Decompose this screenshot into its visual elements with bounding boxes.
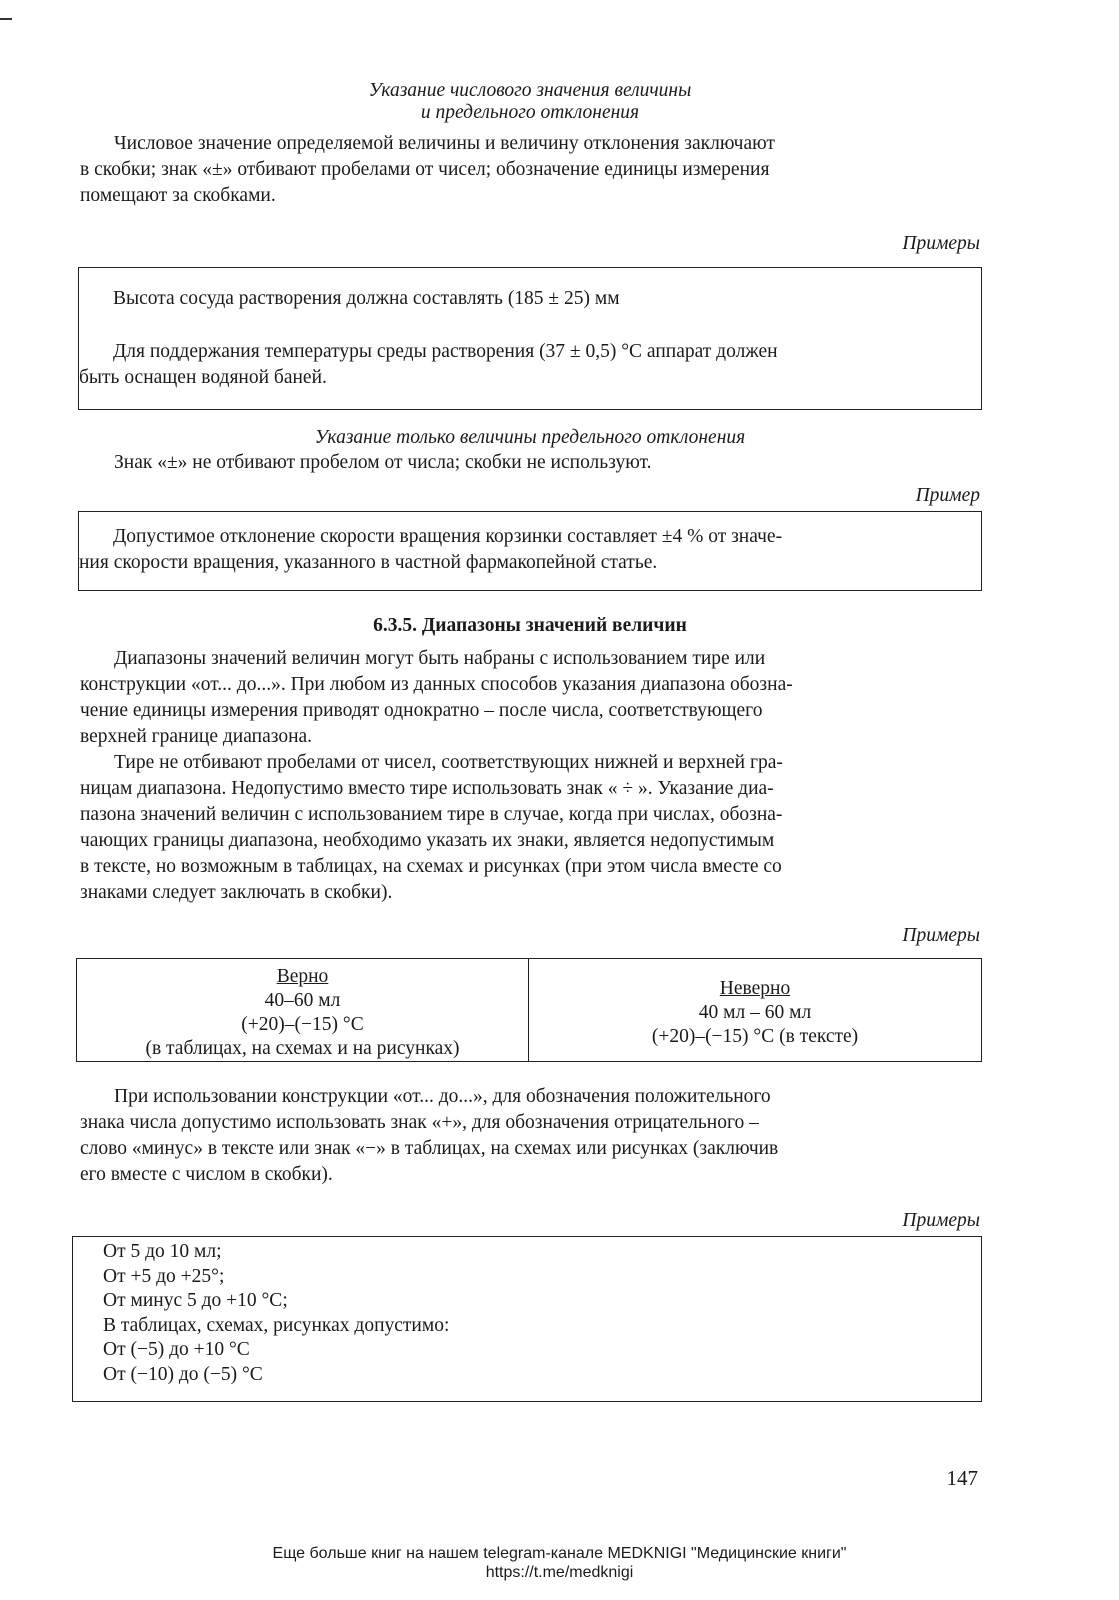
text-line: Числовое значение определяемой величины и величину отклонения заключают (114, 133, 775, 154)
text-line: Допустимое отклонение скорости вращения корзинки составляет ±4 % от значе- (113, 526, 783, 547)
footer (0, 1544, 1119, 1582)
list-item: В таблицах, схемах, рисунках допустимо: (103, 1314, 450, 1336)
footer-line: Еще больше книг на нашем telegram-канале MEDKNIGI "Медицинские книги" (272, 1545, 847, 1562)
example-box (78, 267, 982, 410)
list-item: От +5 до +25°; (103, 1265, 225, 1287)
scan-corner-mark (0, 18, 12, 20)
correct-header: Верно (276, 966, 329, 987)
text-line: быть оснащен водяной баней. (79, 367, 327, 388)
example-text: Высота сосуда растворения должна составлять (185 ± 25) мм (113, 288, 620, 309)
paragraph (80, 750, 980, 906)
text-line: ния скорости вращения, указанного в частной фармакопейной статье. (79, 552, 658, 573)
list-item: От (−5) до +10 °С (103, 1339, 250, 1360)
text-line: чающих границы диапазона, необходимо указать их знаки, является недопустимым (80, 830, 775, 851)
paragraph (80, 131, 980, 209)
text-line: в скобки; знак «±» отбивают пробелами от чисел; обозначение единицы измерения (80, 159, 770, 180)
paragraph: Знак «±» не отбивают пробелом от числа; скобки не используют. (114, 452, 652, 473)
incorrect-header: Неверно (719, 978, 791, 999)
text-line: Тире не отбивают пробелами от чисел, соответствующих нижней и верхней гра- (114, 752, 783, 773)
text-line: слово «минус» в тексте или знак «−» в таблицах, на схемах или рисунках (заключив (80, 1138, 779, 1159)
section-heading: 6.3.5. Диапазоны значений величин (373, 615, 687, 636)
correct-cell (77, 959, 529, 1062)
incorrect-line: 40 мл – 60 мл (698, 1002, 812, 1023)
page-number: 147 (946, 1466, 978, 1490)
text-line: помещают за скобками. (80, 185, 276, 206)
incorrect-cell (529, 959, 982, 1062)
text-line: При использовании конструкции «от... до...», для обозначения положительного (114, 1086, 771, 1107)
section-title: Указание числового значения величины (368, 80, 692, 101)
example-list (103, 1240, 449, 1387)
incorrect-line: (+20)–(−15) °С (в тексте) (651, 1026, 859, 1047)
example-box (78, 511, 982, 591)
text-line: конструкции «от... до...». При любом из данных способов указания диапазона обозна- (80, 674, 793, 695)
list-item: От (−10) до (−5) °С (103, 1363, 263, 1385)
list-item: От 5 до 10 мл; (103, 1241, 222, 1262)
text-line: знаками следует заключать в скобки). (80, 882, 393, 903)
correct-line: (в таблицах, на схемах и на рисунках) (145, 1038, 460, 1059)
correct-line: (+20)–(−15) °С (241, 1014, 364, 1035)
text-line: его вместе с числом в скобки). (80, 1164, 333, 1185)
section-title: Указание только величины предельного отклонения (314, 427, 746, 448)
examples-label: Примеры (902, 1210, 980, 1231)
text-line: знака числа допустимо использовать знак «+», для обозначения отрицательного – (80, 1112, 759, 1133)
text-line: ницам диапазона. Недопустимо вместо тире использовать знак « ÷ ». Указание диа- (80, 778, 774, 799)
examples-label: Примеры (902, 233, 980, 254)
examples-label: Примеры (902, 925, 980, 946)
text-line: верхней границе диапазона. (80, 726, 313, 747)
example-label: Пример (915, 485, 980, 506)
paragraph (80, 1084, 980, 1188)
text-line: пазона значений величин с использованием тире в случае, когда при числах, обозна- (80, 804, 783, 825)
text-line: Для поддержания температуры среды растворения (37 ± 0,5) °С аппарат должен (113, 341, 778, 362)
paragraph (80, 646, 980, 750)
footer-link[interactable]: https://t.me/medknigi (485, 1564, 634, 1581)
section-title-line2: и предельного отклонения (420, 102, 640, 123)
example-box (72, 1236, 982, 1402)
example-text-block (79, 524, 981, 576)
text-line: Диапазоны значений величин могут быть набраны с использованием тире или (114, 648, 766, 669)
correct-line: 40–60 мл (264, 990, 341, 1011)
example-text-block (79, 339, 981, 391)
comparison-table (76, 958, 982, 1062)
text-line: в тексте, но возможным в таблицах, на схемах и рисунках (при этом числа вместе со (80, 856, 782, 877)
text-line: чение единицы измерения приводят однократно – после числа, соответствующего (80, 700, 763, 721)
list-item: От минус 5 до +10 °С; (103, 1290, 288, 1311)
